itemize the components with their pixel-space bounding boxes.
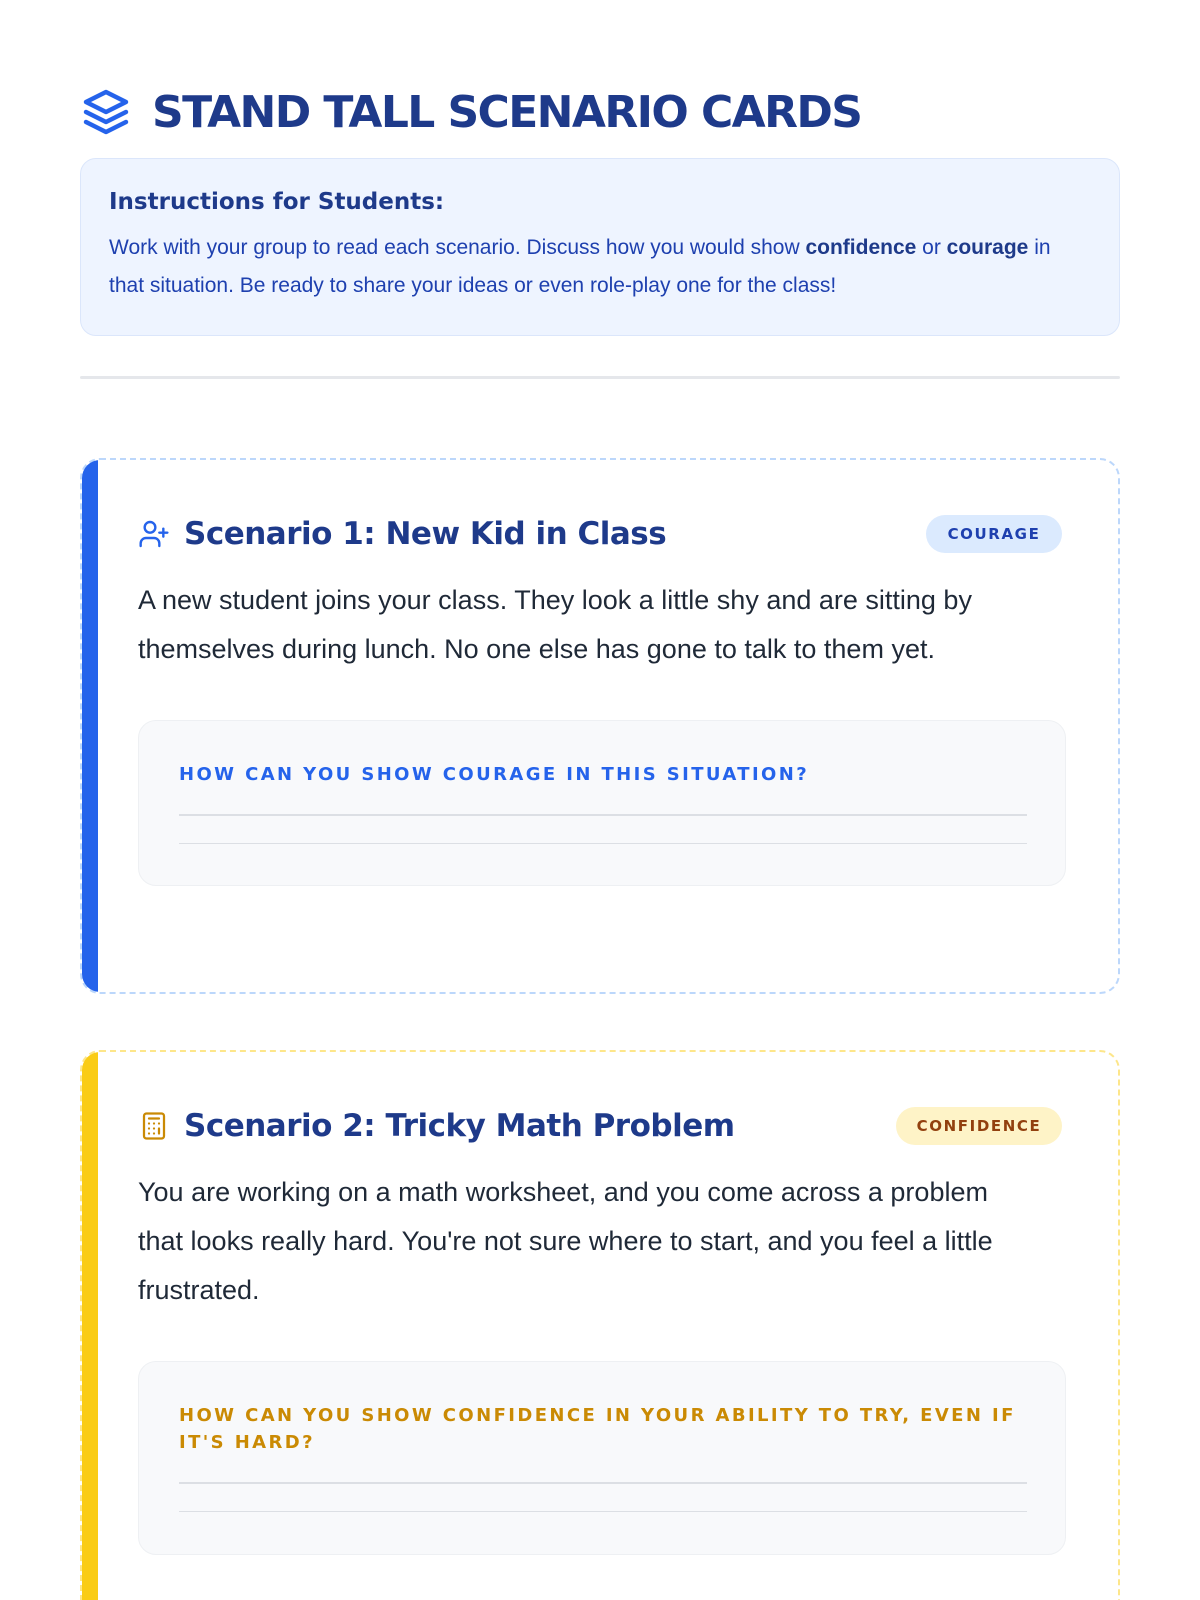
answer-line — [179, 1511, 1027, 1513]
card-accent-stripe — [82, 460, 98, 992]
page-header — [80, 84, 1120, 140]
category-badge: COURAGE — [926, 515, 1062, 553]
instructions-bold-confidence: confidence — [805, 236, 917, 259]
category-badge: CONFIDENCE — [896, 1107, 1062, 1145]
scenario-card — [80, 458, 1120, 994]
instructions-bold-courage: courage — [946, 236, 1029, 259]
section-divider — [80, 376, 1120, 379]
instructions-box — [80, 158, 1120, 336]
response-box — [138, 720, 1066, 886]
user-plus-icon — [138, 518, 170, 550]
answer-line — [179, 814, 1027, 816]
layers-icon — [80, 86, 132, 138]
response-box — [138, 1361, 1066, 1555]
card-accent-stripe — [82, 1052, 98, 1600]
scenario-title: Scenario 1: New Kid in Class — [184, 516, 667, 552]
answer-line — [179, 1482, 1027, 1484]
scenario-title: Scenario 2: Tricky Math Problem — [184, 1108, 735, 1144]
scenario-card — [80, 1050, 1120, 1600]
scenario-description: You are working on a math worksheet, and you come across a problem that looks really hard. You're not sure where to start, and you feel a little frustrated. — [138, 1177, 993, 1305]
instructions-heading: Instructions for Students: — [109, 189, 445, 215]
calculator-icon — [138, 1110, 170, 1142]
discussion-question: HOW CAN YOU SHOW CONFIDENCE IN YOUR ABILITY TO TRY, EVEN IF IT'S HARD? — [179, 1405, 1016, 1453]
discussion-question: HOW CAN YOU SHOW COURAGE IN THIS SITUATION? — [179, 764, 810, 785]
instructions-text — [109, 229, 1091, 305]
answer-line — [179, 843, 1027, 845]
page-title: STAND TALL SCENARIO CARDS — [152, 86, 862, 138]
instructions-text-part: in that situation. Be ready to share your ideas or even role-play one for the class! — [109, 236, 1051, 297]
instructions-text-part: or — [916, 236, 947, 259]
scenario-description: A new student joins your class. They look a little shy and are sitting by themselves during lunch. No one else has gone to talk to them yet. — [138, 585, 972, 664]
instructions-text-part: Work with your group to read each scenario. Discuss how you would show — [109, 236, 806, 259]
